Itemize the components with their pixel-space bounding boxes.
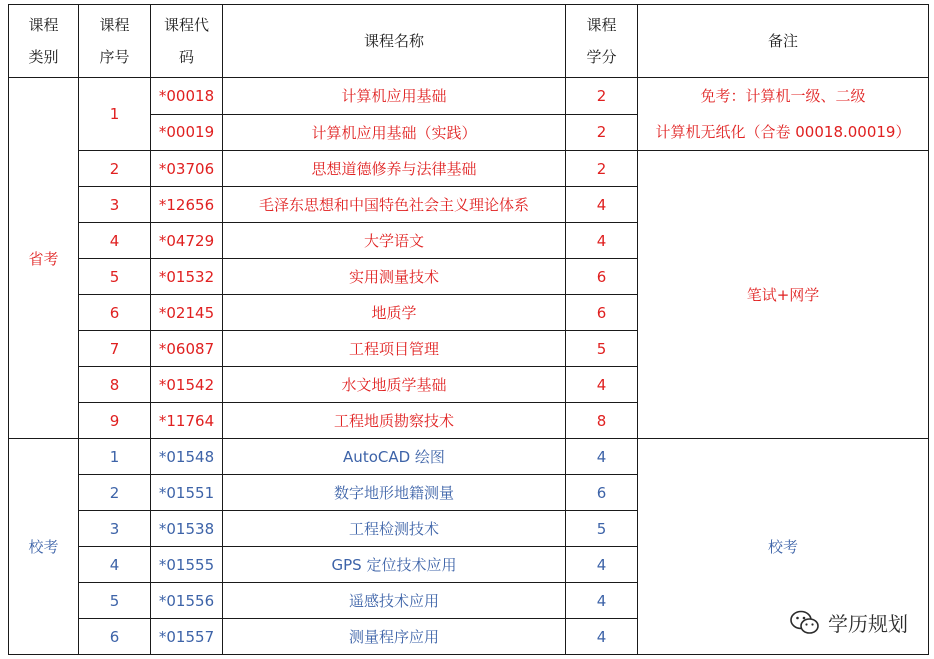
seq-cell: 8 <box>79 367 151 403</box>
code-cell: *00019 <box>151 114 223 151</box>
code-cell: *01538 <box>151 511 223 547</box>
course-table <box>8 4 929 655</box>
code-cell: *03706 <box>151 151 223 187</box>
note-written-online: 笔试+网学 <box>638 151 929 439</box>
seq-cell: 3 <box>79 511 151 547</box>
credit-cell: 4 <box>566 439 638 475</box>
seq-cell: 5 <box>79 583 151 619</box>
name-cell: 毛泽东思想和中国特色社会主义理论体系 <box>223 187 566 223</box>
name-cell: GPS 定位技术应用 <box>223 547 566 583</box>
credit-cell: 6 <box>566 295 638 331</box>
code-cell: *02145 <box>151 295 223 331</box>
header-category: 课程 类别 <box>9 5 79 78</box>
credit-cell: 8 <box>566 403 638 439</box>
table-row <box>9 439 929 475</box>
name-cell: 工程项目管理 <box>223 331 566 367</box>
code-cell: *12656 <box>151 187 223 223</box>
code-cell: *01551 <box>151 475 223 511</box>
seq-cell: 7 <box>79 331 151 367</box>
category-school: 校考 <box>9 439 79 655</box>
category-province: 省考 <box>9 78 79 439</box>
table-row <box>9 78 929 115</box>
credit-cell: 4 <box>566 367 638 403</box>
seq-cell: 6 <box>79 619 151 655</box>
seq-cell: 9 <box>79 403 151 439</box>
name-cell: 测量程序应用 <box>223 619 566 655</box>
seq-cell: 1 <box>79 439 151 475</box>
watermark <box>790 608 908 637</box>
name-cell: 实用测量技术 <box>223 259 566 295</box>
code-cell: *01556 <box>151 583 223 619</box>
code-cell: *01532 <box>151 259 223 295</box>
code-cell: *01557 <box>151 619 223 655</box>
credit-cell: 5 <box>566 331 638 367</box>
name-cell: 计算机应用基础（实践） <box>223 114 566 151</box>
name-cell: 计算机应用基础 <box>223 78 566 115</box>
header-seq: 课程 序号 <box>79 5 151 78</box>
seq-cell: 3 <box>79 187 151 223</box>
code-cell: *01555 <box>151 547 223 583</box>
watermark-text: 学历规划 <box>828 612 908 636</box>
credit-cell: 4 <box>566 583 638 619</box>
credit-cell: 4 <box>566 547 638 583</box>
code-cell: *01548 <box>151 439 223 475</box>
header-note: 备注 <box>638 5 929 78</box>
credit-cell: 2 <box>566 114 638 151</box>
credit-cell: 4 <box>566 187 638 223</box>
wechat-icon <box>790 610 820 636</box>
name-cell: 地质学 <box>223 295 566 331</box>
name-cell: 水文地质学基础 <box>223 367 566 403</box>
code-cell: *06087 <box>151 331 223 367</box>
header-code: 课程代 码 <box>151 5 223 78</box>
credit-cell: 2 <box>566 151 638 187</box>
code-cell: *01542 <box>151 367 223 403</box>
table-row <box>9 151 929 187</box>
header-name: 课程名称 <box>223 5 566 78</box>
seq-cell: 5 <box>79 259 151 295</box>
seq-cell: 6 <box>79 295 151 331</box>
seq-cell: 1 <box>79 78 151 151</box>
header-credit: 课程 学分 <box>566 5 638 78</box>
seq-cell: 2 <box>79 151 151 187</box>
seq-cell: 4 <box>79 547 151 583</box>
credit-cell: 4 <box>566 223 638 259</box>
credit-cell: 5 <box>566 511 638 547</box>
code-cell: *11764 <box>151 403 223 439</box>
name-cell: 工程地质勘察技术 <box>223 403 566 439</box>
name-cell: AutoCAD 绘图 <box>223 439 566 475</box>
code-cell: *04729 <box>151 223 223 259</box>
name-cell: 大学语文 <box>223 223 566 259</box>
name-cell: 遥感技术应用 <box>223 583 566 619</box>
name-cell: 工程检测技术 <box>223 511 566 547</box>
name-cell: 思想道德修养与法律基础 <box>223 151 566 187</box>
credit-cell: 2 <box>566 78 638 115</box>
seq-cell: 2 <box>79 475 151 511</box>
note-school: 校考 <box>638 439 929 655</box>
seq-cell: 4 <box>79 223 151 259</box>
header-row <box>9 5 929 78</box>
code-cell: *00018 <box>151 78 223 115</box>
note-exempt: 免考：计算机一级、二级 计算机无纸化（合卷 00018.00019） <box>638 78 929 151</box>
credit-cell: 4 <box>566 619 638 655</box>
credit-cell: 6 <box>566 259 638 295</box>
name-cell: 数字地形地籍测量 <box>223 475 566 511</box>
credit-cell: 6 <box>566 475 638 511</box>
